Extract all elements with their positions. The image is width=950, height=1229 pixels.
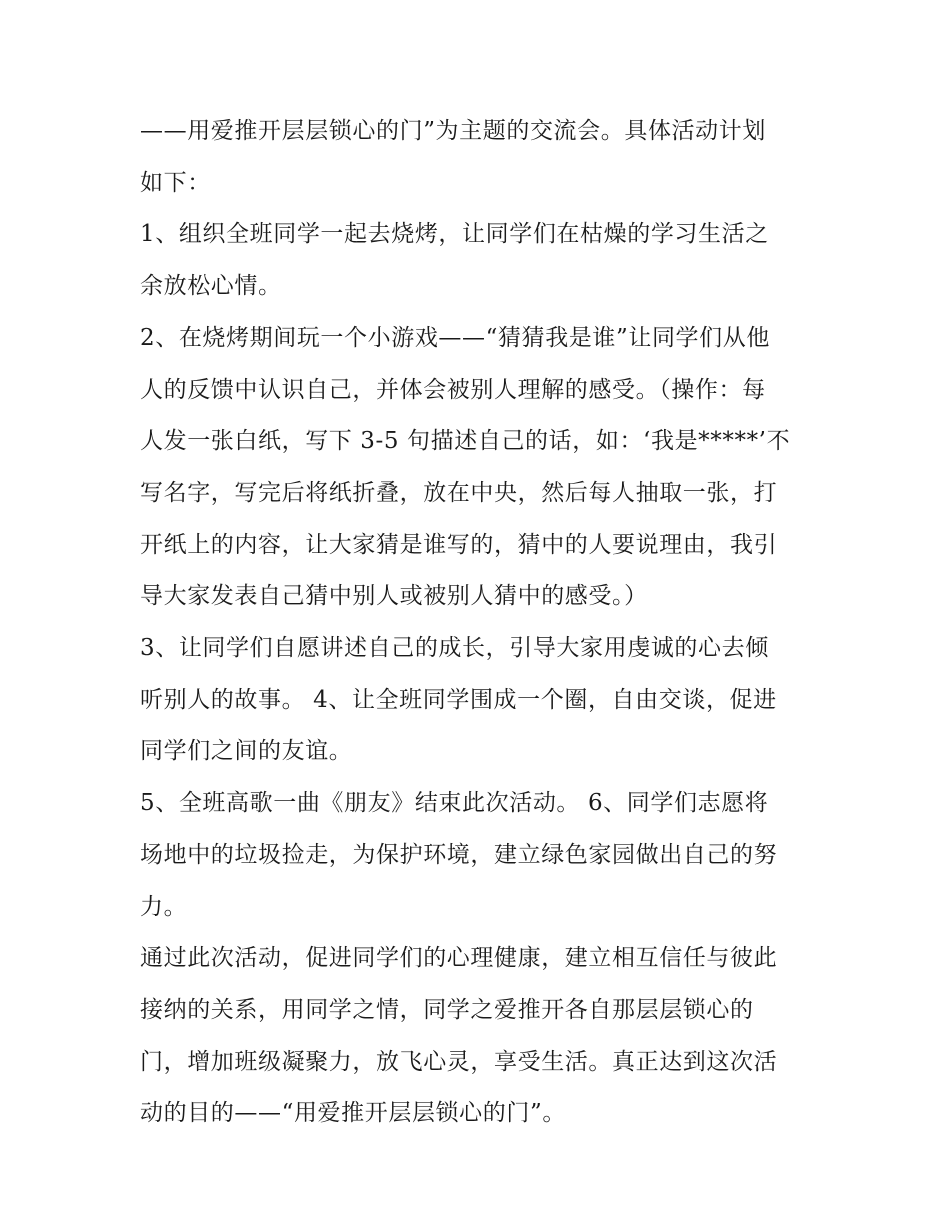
text-line: 1、组织全班同学一起去烧烤，让同学们在枯燥的学习生活之 — [140, 221, 769, 248]
text-line: 写名字，写完后将纸折叠，放在中央，然后每人抽取一张，打 — [140, 479, 778, 506]
text-line: 接纳的关系，用同学之情，同学之爱推开各自那层层锁心的 — [140, 996, 754, 1023]
document-body — [140, 106, 820, 1140]
text-line: 听别人的故事。 4、让全班同学围成一个圈，自由交谈，促进 — [140, 686, 777, 713]
text-line: 同学们之间的友谊。 — [140, 738, 353, 765]
text-line: 导大家发表自己猜中别人或被别人猜中的感受。） — [140, 583, 648, 610]
text-line: 5、全班高歌一曲《朋友》结束此次活动。 6、同学们志愿将 — [140, 790, 769, 817]
text-line: 人的反馈中认识自己，并体会被别人理解的感受。（操作：每 — [140, 376, 766, 403]
text-line: 力。 — [140, 893, 188, 920]
text-line: 余放松心情。 — [140, 273, 282, 300]
text-line: ——用爱推开层层锁心的门”为主题的交流会。具体活动计划 — [140, 118, 766, 144]
text-line: 开纸上的内容，让大家猜是谁写的，猜中的人要说理由，我引 — [140, 531, 778, 558]
text-line: 如下： — [140, 169, 211, 196]
text-line: 人发一张白纸，写下 3-5 句描述自己的话，如：‘我是*****’不 — [140, 428, 791, 455]
text-line: 2、在烧烤期间玩一个小游戏——“猜猜我是谁”让同学们从他 — [140, 324, 770, 351]
text-line: 门，增加班级凝聚力，放飞心灵，享受生活。真正达到这次活 — [140, 1048, 778, 1075]
text-line: 动的目的——“用爱推开层层锁心的门”。 — [140, 1100, 566, 1127]
text-line: 场地中的垃圾捡走，为保护环境，建立绿色家园做出自己的努 — [140, 841, 778, 868]
text-line: 通过此次活动，促进同学们的心理健康，建立相互信任与彼此 — [140, 945, 778, 972]
text-line: 3、让同学们自愿讲述自己的成长，引导大家用虔诚的心去倾 — [140, 635, 769, 662]
